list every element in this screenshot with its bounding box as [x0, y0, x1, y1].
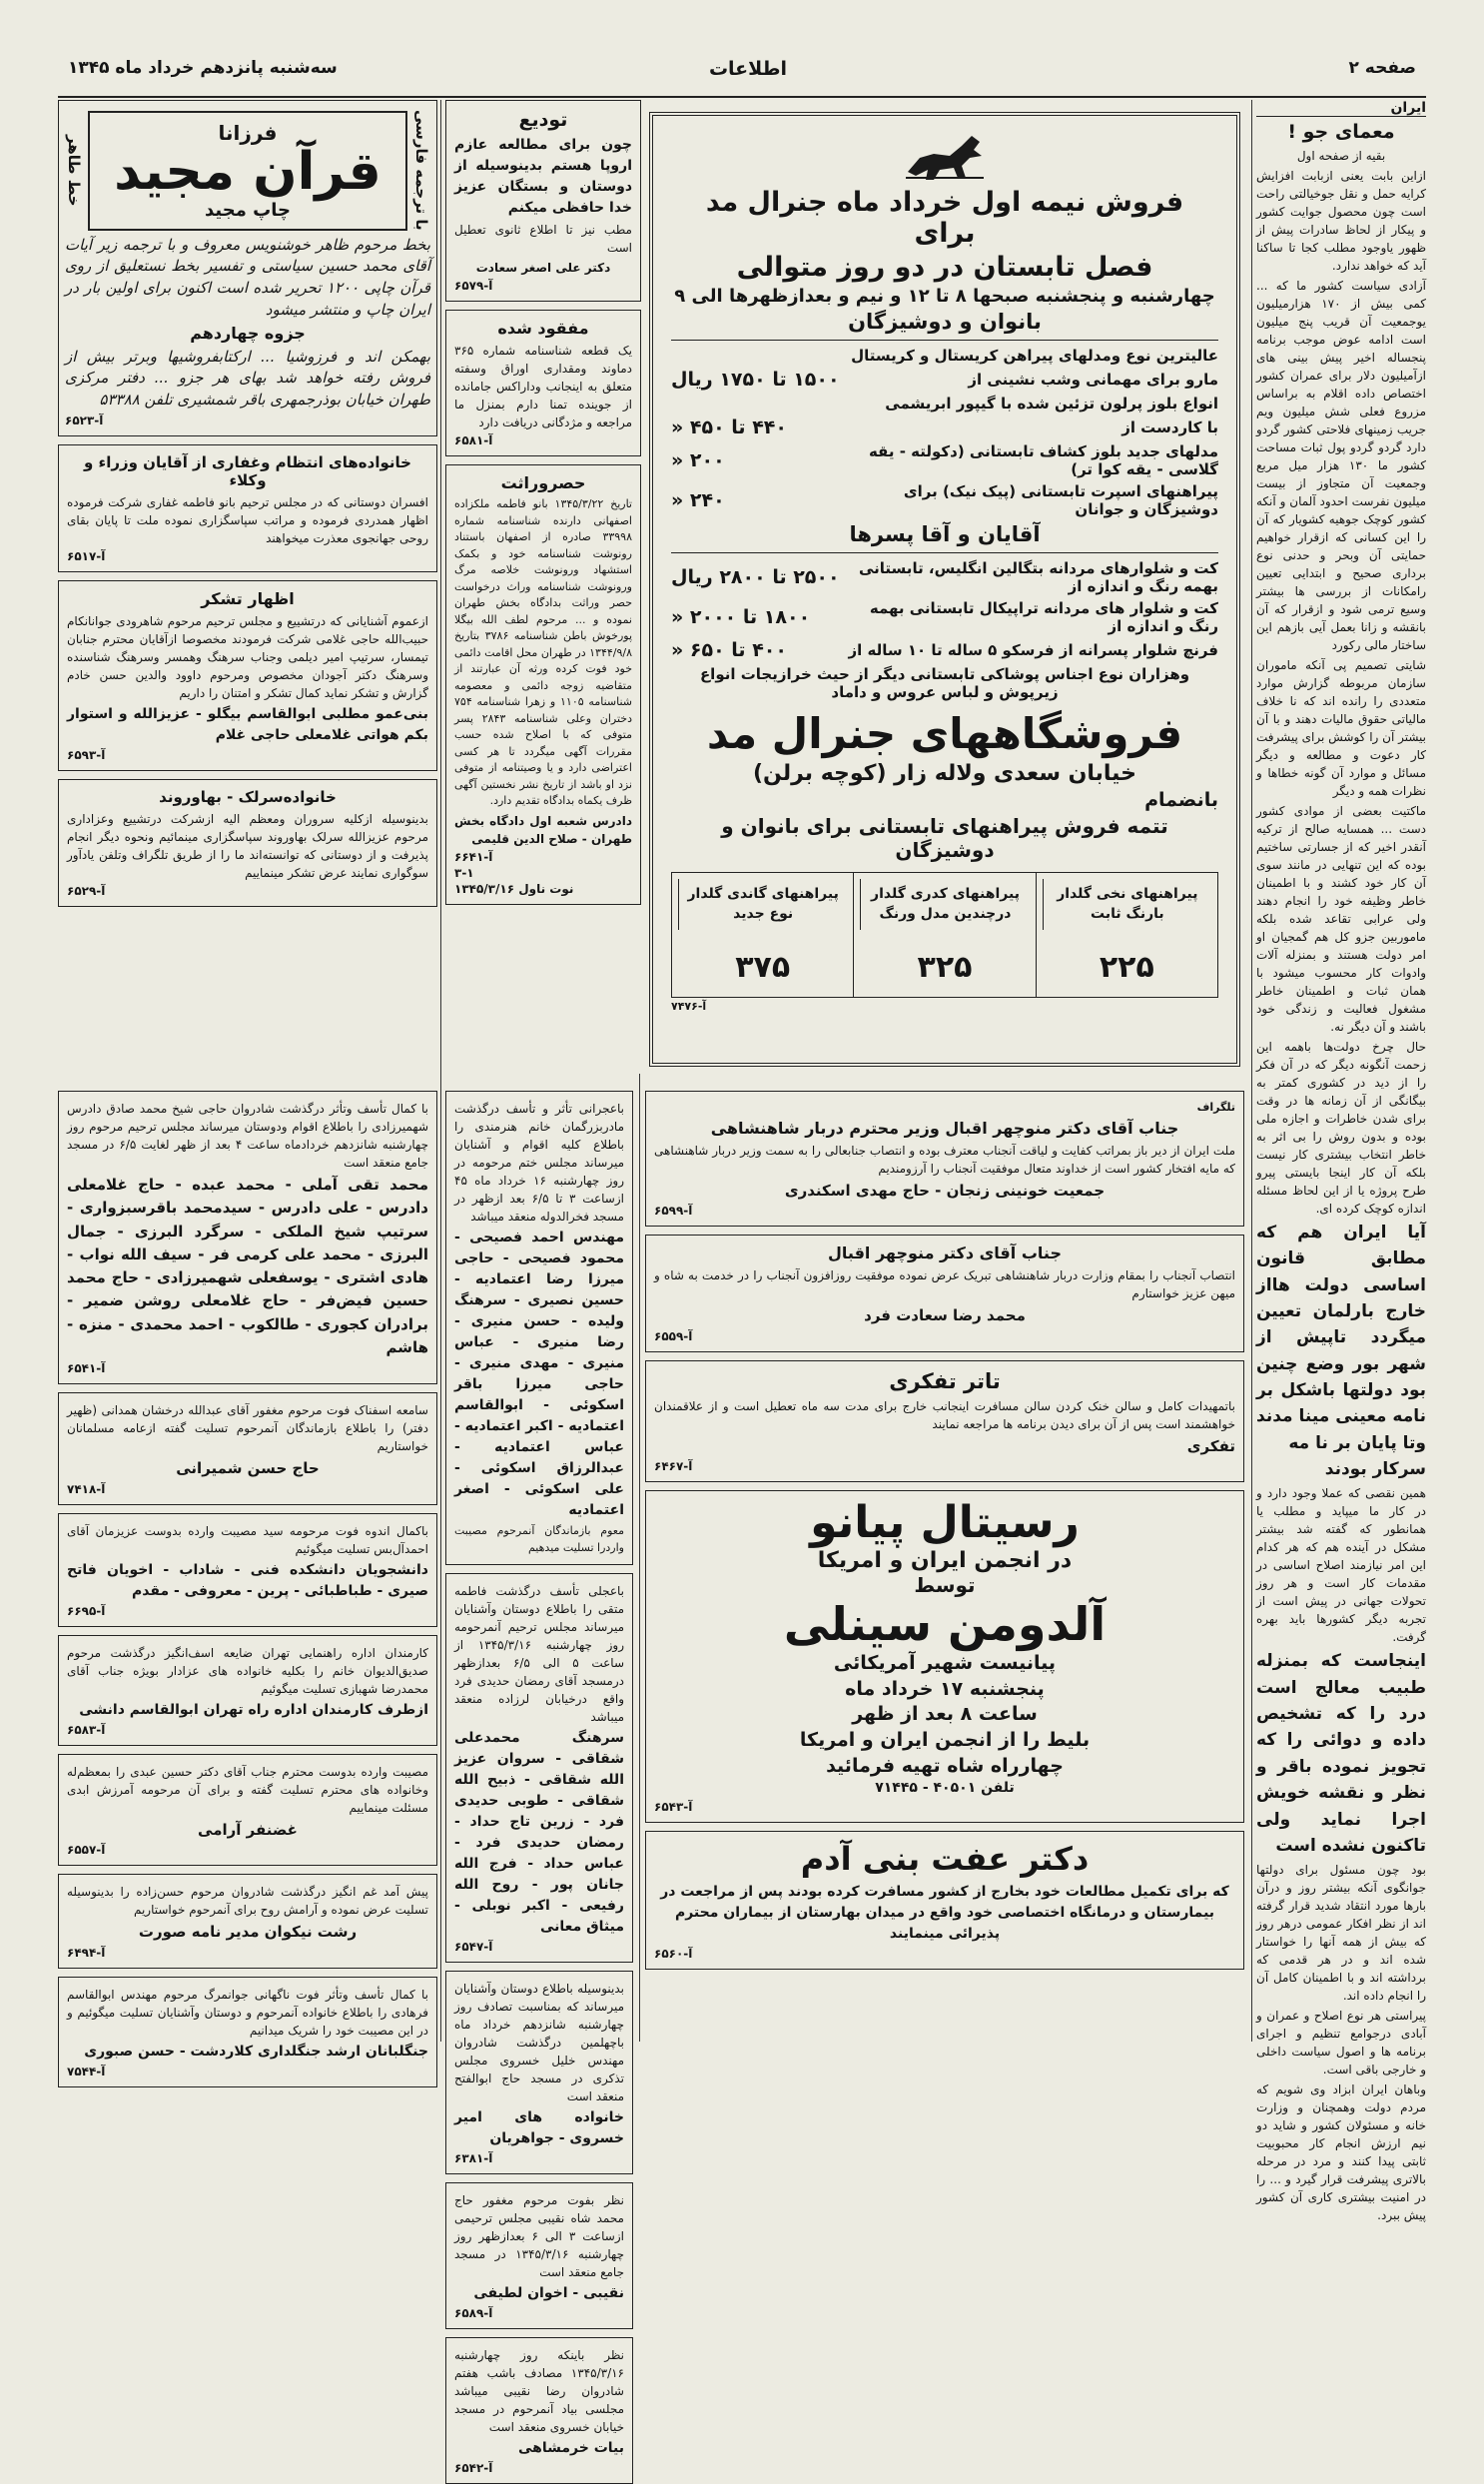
article-paragraph: ماکتیت بعضی از موادی کشور دست ... همسایه صالح از ترکیه آنقدر اخیر که از جسارتی ساختیم بوده که این تنهایی در مانند سوی آن کار خود کشند و با اطمینان خاطر وظیفه خود را انجام دهند ولی عرابی تقاعد شده بلکه ماموربین جزو کل هم گمجیان او امر دولت هستند و بمنزله آلات وادوات کار محسوب میشود با همان ثبات و اطمینان خاطر مشغول فعالیت و زندگی خود باشند و آن دیگر نه.: [1256, 804, 1426, 1034]
quran-side-right: با ترجمه فارسی: [412, 110, 430, 232]
notice-thanks-2: اظهار تشکر ازعموم آشنایانی که درتشییع و مجلس ترحیم مرحوم شاهرودی جوانانکام حبیب‌الله حاجی غلامی شرکت فرمودند مخصوصا ازآقایان محترم جنابان تیمسار، سرتیپ امیر دیلمی وجناب سرهنگ وهمسر وسرهنگ شناسنده وسرهنگ دکتر آجودان مخصوص ومرحوم داوود والدین حسن خادم گزارش و تشکر نماید کمال تشکر و امتنان را داریم بنی‌عمو مطلبی ابوالقاسم بیگلو - عزیز‌الله و استوار بکم هواتی غلامعلی حاجی غلام آ-۶۵۹۳: [58, 580, 437, 771]
column-notices: [445, 100, 641, 1085]
ad-item: انواع بلوز پرلون تزئین شده با گیپور ابریشمی: [885, 395, 1218, 413]
quran-side-left: خط طاهر: [65, 135, 83, 207]
notice-thanks-1: خانواده‌های انتظام وغفاری از آقایان وزراء و وکلاء افسران دوستانی که در مجلس ترحیم بانو فاطمه غفاری شرکت فرموده اظهار همدردی فرموده و مراتب سپاسگزاری نموده ملت تا پایان بقای روحی جهانجوی معذرت میخواهند آ-۶۵۱۷: [58, 444, 437, 572]
column-quran-ad: [58, 100, 437, 1085]
article-paragraph: پیراستی هر نوع اصلاح و عمران و آبادی درجوامع تنظیم و اجرای برنامه ها و اصول سیاست داخلی و خارجی باقی است.: [1256, 2009, 1426, 2077]
ad-item: مدلهای جدید بلوز کشاف تابستانی (دکولته - یقه گلاسی - یقه کوا تر) ۲۰۰ «: [671, 442, 1218, 478]
article-title: معمای جو !: [1287, 121, 1395, 143]
column-divider: [1251, 100, 1252, 2042]
article-paragraph: بود چون مسئول برای دولتها جوانگوی آنکه بیشتر روز و درآن بارها مورد انتقاد شدید قرار گرفته اند از نظر افکار عمومی درهر روز که بیش از همه آنها را خواستار شده اند و در هر قدمی که برداشته اند و با اطمینان کامل آن را انجام داده اند.: [1256, 1863, 1426, 2004]
ad-item: مارو برای مهمانی وشب نشینی از ۱۵۰۰ تا ۱۷۵۰ ریال: [671, 369, 1218, 391]
article-bold-passage: آیا ایران هم که مطابق قانون اساسی دولت هااز خارج بارلمان تعیین میگردد تاپیش از شهر بور وضع چنین بود دولتها باشکل بر نامه معینی مینا مدند وتا پایان بر نا مه: [1256, 1223, 1426, 1453]
ad-hours: چهارشنبه و پنجشنبه صبحها ۸ تا ۱۲ و نیم و بعدازظهرها الی ۹: [674, 286, 1215, 307]
lion-logo-icon: [900, 128, 990, 184]
ad-headline: فروش نیمه اول خرداد ماه جنرال مد برای: [705, 187, 1184, 249]
theater-notice: تاتر تفکری باتمهیدات کامل و سالن خنک کردن سالن مسافرت اینجانب خارج برای مدت سه ماه تعطیل است و از علاقمندان خواهشمند است پس از آن برای دیدن برنامه ها مراجعه نمایند تفکری آ-۶۴۶۷: [645, 1360, 1244, 1483]
article-paragraph: شایتی تصمیم پی آنکه ماموران سازمان مربوطه گزارش موارد متعددی را رانده اند که نا خلاف مالیاتی حقوق مالیات دهند و با آن بیشتر آن را کوشش برای پیشرفت کار دعوت و مطالعه و دیگر مسائل و موارد آن گونه خطاها و نظرات همه و دیگر: [1255, 658, 1426, 798]
ad-item: کت و شلوار های مردانه تراپیکال تابستانی بهمه رنگ و اندازه از ۱۸۰۰ تا ۲۰۰۰ «: [671, 599, 1218, 635]
page-header: [58, 52, 1426, 98]
ad-men-items: [671, 559, 1218, 661]
piano-recital-ad: رسیتال پیانو در انجمن ایران و امریکا توسط آلدومن سینلی پیانیست شهیر آمریکائی پنجشنبه ۱۷ خرداد ماه ساعت ۸ بعد از ظهر بلیط را از انجمن ایران و امریکا چهارراه شاه تهیه فرمائید تلفن ۴۰۵۰۱ - ۷۱۴۴۵ آ-۶۵۴۳: [645, 1490, 1244, 1823]
obituary: نظر بفوت مرحوم مغفور حاج محمد شاه نقیبی مجلس ترحیمی ازساعت ۳ الی ۶ بعدازظهر روز چهارشنبه ۱۳۴۵/۳/۱۶ در مسجد جامع منعقد است نقیبی - اخوان لطیفی آ-۶۵۸۹: [445, 2182, 633, 2329]
quran-juz: جزوه چهاردهم: [190, 323, 306, 343]
column-notices-c: [645, 1091, 1244, 2042]
price-cell: پیراهنهای نخی گلدار بارنگ ثابت ۲۲۵: [1036, 873, 1217, 997]
quran-title-frame: فرزانا قرآن مجید چاپ مجید: [88, 111, 407, 231]
ad-women-items: [671, 347, 1218, 518]
ad-audience: بانوان و دوشیزگان: [848, 310, 1042, 334]
section-label: ایران: [1256, 100, 1426, 117]
store-address: خیابان سعدی ولاله زار (کوچه برلن): [752, 761, 1137, 786]
column-divider: [440, 100, 441, 2042]
ad-headline-2: فصل تابستان در دو روز متوالی: [736, 252, 1153, 283]
issue-date: سه‌شنبه پانزدهم خرداد ماه ۱۳۴۵: [68, 58, 338, 78]
column-obituaries-b: [445, 1091, 633, 2475]
notice-inheritance: حصروراثت تاریخ ۱۳۴۵/۳/۲۲ بانو فاطمه ملکزاده اصفهانی دارنده شناسنامه شماره ۳۳۹۹۸ صادره از اصفهان باستناد رونوشت شناسنامه خود و بکمک استشهاد ورونوشت خلاصه مرگ ورونوشت شناسنامه وراث درخواست حصر وراثت بدادگاه بخش طهران نموده و ... مرحوم لطف الله بیگلا پورخوش باطن شناسنامه ۳۷۸۶ بتاریخ ۱۳۴۴/۹/۸ در طهران محل اقامت دائمی خود فوت کرده ورثه آن عبارتند از متقاضیه زوجه دائمی و معصومه شناسنامه ۱۱۰۵ و زهرا شناسنامه ۷۵۴ دختران وعلی شناسنامه ۲۸۴۳ پسر متوفی که با اصلاح شده حسب مقررات آگهی میگردد تا هر کسی اعتراضی دارد و یا وصیتنامه از متوفی نزد او باشد از تاریخ نشر نخستین آگهی ظرف یکماه بدادگاه تقدیم دارد. دادرس شعبه اول دادگاه بخش طهران - صلاح الدین قلیمی آ-۶۶۴۱ ۳-۱ نوت ناول ۱۳۴۵/۳/۱۶: [445, 464, 641, 905]
obituary: با کمال تأسف وتأثر فوت ناگهانی جوانمرگ مرحوم مهندس ابوالقاسم فرهادی را باطلاع خانواده آنمرحوم و دوستان وآشنایان تسلیت میگوئیم و در این مصیبت خود را شریک میدانیم جنگلبانان ارشد جنگلداری کلاردشت - حسن صبوری آ-۷۵۴۴: [58, 1977, 437, 2087]
general-mode-advertisement: [649, 112, 1240, 1067]
price-table: [671, 872, 1218, 998]
quran-advertisement: با ترجمه فارسی فرزانا قرآن مجید چاپ مجید خط طاهر بخط مرحوم ظاهر خوشنویس معروف و با ترجمه زیر آیات آقای محمد حسین سیاستی و تفسیر بخط نستعلیق از روی قرآن چاپی ۱۲۰۰ تحریر شده است اکنون برای اولین بار در ایران چاپ و منتشر میشود جزوه چهاردهم بهمکن اند و فرزوشیا ... ارکتابفروشیها وبرتر بیش از فروش رفته خواهد شد بهای هر جزو ... دفتر مرکزی طهران خیابان بوذرجمهری باقر شمشیری تلفن ۵۳۳۸۸ آ-۶۵۲۳: [58, 100, 437, 436]
continued-note: بقیه از صفحه اول: [1296, 149, 1386, 163]
column-iran: [1255, 100, 1426, 2223]
article-paragraph: حال چرخ دولت‌ها باهمه این زحمت آنگونه دیگر که در آن فکر را از دید در کشوری کمتر به بیگانگی از آن زمانه ها در وقت برای شدن خاطرات و اجازه ملی بوده و بدون روش را بی اثر به خاطر انتخاب بیشتری کار نیست بلکه آن کار اینجا بایستی پیرو طرح پروژه یا از این لحاظ مسئله اندازه کوچک کرده ای.: [1256, 1040, 1426, 1216]
ad-item: عالیترین نوع ومدلهای پیراهن کریستال و کریستال: [851, 347, 1218, 365]
obituary: بدینوسیله باطلاع دوستان وآشنایان میرساند که بمناسبت تصادف روز چهارشنبه شانزدهم خرداد ماه باچهلمین درگذشت شادروان مهندس خلیل خسروی مجلس تذکری در مسجد حاج ابوالفتح منعقد است خانواده های امیر خسروی - جواهریان آ-۶۳۸۱: [445, 1971, 633, 2174]
page-number: صفحه ۲: [1348, 58, 1416, 78]
ad-plus: بانضمام: [1144, 789, 1218, 811]
obituary: سامعه اسفناک فوت مرحوم مغفور آقای عبدالله درخشان همدانی (ظهیر دفتر) را باطلاع بازماندگان آنمرحوم تسلیت گفته ازعامه مسلمانان خواستاریم حاج حسن شمیرانی آ-۷۴۱۸: [58, 1392, 437, 1505]
price-cell: پیراهنهای کدری گلدار درچندین مدل ورنگ ۳۲۵: [853, 873, 1035, 997]
obituary: نظر باینکه روز چهارشنبه ۱۳۴۵/۳/۱۶ مصادف باشب هفتم شادروان رضا نقیبی میباشد مجلسی بیاد آنمرحوم در مسجد خیابان خسروی منعقد است بیات خرمشاهی آ-۶۵۴۲: [445, 2337, 633, 2484]
column-divider: [639, 1074, 640, 2042]
notice-farewell: تودیع چون برای مطالعه عازم اروپا هستم بدینوسیله از دوستان و بستگان عزیز خدا حافظی میکنم مطب نیز تا اطلاع ثانوی تعطیل است دکتر علی اصغر سعادت آ-۶۵۷۹: [445, 100, 641, 302]
obituary: باکمال اندوه فوت مرحومه سید مصیبت وارده بدوست عزیزمان آقای احمدآل‌بس تسلیت میگوئیم دانشجویان دانشکده فنی - شاداب - اخویان فاتح صیری - طباطبائی - پرین - معروفی - مقدم آ-۶۶۹۵: [58, 1513, 437, 1627]
notice-lost: مفقود شده یک قطعه شناسنامه شماره ۳۶۵ دماوند ومقداری اوراق وسفته متعلق به اینجانب وداراکس جامانده از جوینده تمنا دارم بمنزل ما مراجعه و مژدگانی دریافت دارد آ-۶۵۸۱: [445, 310, 641, 456]
ad-item: فرنچ شلوار پسرانه از فرسکو ۵ ساله تا ۱۰ ساله از ۴۰۰ تا ۶۵۰ «: [671, 639, 1218, 661]
quran-details: بهمکن اند و فرزوشیا ... ارکتابفروشیها وبرتر بیش از فروش رفته خواهد شد بهای هر جزو ... دفتر مرکزی طهران خیابان بوذرجمهری باقر شمشیری تلفن ۵۳۳۸۸: [65, 347, 430, 410]
quran-description: بخط مرحوم ظاهر خوشنویس معروف و با ترجمه زیر آیات آقای محمد حسین سیاستی و تفسیر بخط نستعلیق از روی قرآن چاپی ۱۲۰۰ تحریر شده است اکنون برای اولین بار در ایران چاپ و منتشر میشود: [65, 235, 430, 319]
ad-item: پیراهنهای اسپرت تابستانی (پیک نیک) برای دوشیزگان و جوانان ۲۴۰ «: [671, 482, 1218, 518]
store-name: فروشگاههای جنرال مد: [706, 709, 1183, 758]
ad-item: با کاردست از ۴۴۰ تا ۴۵۰ «: [671, 416, 1218, 438]
obituary: پیش آمد غم انگیز درگذشت شادروان مرحوم حسن‌زاده را بدینوسیله تسلیت عرض نموده و آرامش روح برای آنمرحوم خواستاریم رشت نیکوان مدیر نامه صورت آ-۶۴۹۴: [58, 1874, 437, 1969]
article-paragraph: ازاین بابت یعنی ازبابت افزایش کرایه حمل و نقل جوخیالتی راحت است چون محصول جوایت کشور و پیکار از لحاظ سادرات پیش از ظهور یاوجود مطلب کجا تا ساکنا آید که خواهد ندارد.: [1256, 169, 1426, 273]
ad-code: آ-۷۴۷۶: [671, 1000, 707, 1014]
ad-note: وهزاران نوع اجناس پوشاکی تابستانی دیگر از حیث خرازیجات انواع زیرپوش و لباس عروس و داماد: [699, 665, 1190, 701]
quran-title: قرآن مجید: [114, 142, 381, 202]
ad-sale: تتمه فروش پیراهنهای تابستانی برای بانوان و دوشیزگان: [721, 814, 1168, 862]
telegram-notice: تلگراف جناب آقای دکتر منوچهر اقبال وزیر محترم دربار شاهنشاهی ملت ایران از دیر باز بمراتب کفایت و لیاقت آنجناب معترف بوده و انتصاب جنابعالی را به سمت وزیر دربار شاهنشاهی که مایه افتخار کشور است از خداوند متعال موفقیت آنجناب را آرزومندیم جمعیت خونینی زنجان - حاج مهدی اسکندری آ-۶۵۹۹: [645, 1091, 1244, 1227]
obituary: با کمال تأسف وتأثر درگذشت شادروان حاجی شیخ محمد صادق دادرس شهمیرزادی را باطلاع اقوام ودوستان میرساند مجلس ترحیم مرحوم روز چهارشنبه شانزدهم خردادماه ساعت ۴ بعد از ظهر لغایت ۶/۵ در مسجد جامع منعقد است محمد تقی آملی - محمد عبده - حاج غلامعلی دادرس - علی دادرس - سیدمحمد باقرسبزواری - سرتیپ شیخ الملکی - سرگرد البرزی - جمال البرزی - محمد علی کرمی فر - سیف الله نواب - هادی اشتری - یوسفعلی شهمیرزادی - حاج محمد حسین فیض‌فر - حاج غلامعلی روشن ضمیر - برادران کجوری - طالکوب - احمد محمدی - منزه - هاشم آ-۶۵۴۱: [58, 1091, 437, 1384]
column-obituaries-a: [58, 1091, 437, 2078]
obituary: باعجلی تأسف درگذشت فاطمه متقی را باطلاع دوستان وآشنایان میرساند مجلس ترحیم آنمرحومه روز چهارشنبه ۱۳۴۵/۳/۱۶ از ساعت ۵ الی ۶/۵ بعدازظهر درمسجد آقای رمضان حدیدی فرد واقع درخیابان لرزاده منعقد میباشد سرهنگ محمدعلی شقاقی - سروان عزیز الله شقاقی - ذبیح الله شقاقی - طوبی حدیدی فرد - زرین تاج حداد - رمضان حدیدی فرد - عباس حداد - فرج الله جانان پور - روح الله رفیعی - اکبر نوبلی - میثاق معانی آ-۶۵۴۷: [445, 1573, 633, 1963]
newspaper-name: اطلاعات: [708, 58, 787, 80]
obituary: مصیبت وارده بدوست محترم جناب آقای دکتر حسین عبدی را بمعظم‌له وخانواده های محترم تسلیت گفته و برای آن مرحومه آمرزش ابدی مسئلت مینماییم غضنفر آرامی آ-۶۵۵۷: [58, 1754, 437, 1867]
article-paragraph: همین نقصی که عملا وجود دارد و در کار ما میپاید و مطلب یا همانطور که گفته شد بیشتر مشکل در آینده هم که هر کدام این امر نیازمند اصلاح اساسی در مقدمات کار است و هر روز تحولات جهانی در پیش است از تجربه دیگر کشورها باید بهره گرفت.: [1256, 1486, 1426, 1645]
obituary: باعجرانی تأثر و تأسف درگذشت مادربزرگمان خانم هنرمندی را باطلاع کلیه اقوام و آشنایان میرساند مجلس ختم مرحومه در روز چهارشنبه ۱۶ خرداد ماه ۴۵ ازساعت ۳ تا ۶/۵ بعد ازظهر در مسجد فخرالدوله منعقد میباشد مهندس احمد فصیحی - محمود فصیحی - حاجی میرزا رضا اعتمادیه - حسین نصیری - سرهنگ ولیده - حسن منیری - رضا منیری - عباس منیری - مهدی منیری - حاجی میرزا باقر اسکوئی - ابوالقاسم اعتمادیه - اکبر اعتمادیه - عباس اعتمادیه - عبدالرزاق اسکوئی - علی اسکوئی - اصغر اعتمادیه معوم بازماندگان آنمرحوم مصیبت واردرا تسلیت میدهیم: [445, 1091, 633, 1565]
obituary: کارمندان اداره راهنمایی تهران ضایعه اسف‌انگیز درگذشت مرحوم صدیق‌الدیوان خانم را بکلیه خانواده های عزادار بویژه جناب آقای محمدرضا شهبازی تسلیت میگوئیم ازطرف کارمندان اداره راه تهران ابوالقاسم دانشی آ-۶۵۸۳: [58, 1635, 437, 1746]
article-paragraph: وباهان ایران ابزاد وی شویم که مردم دولت وهمچنان و وزارت خانه و مسئولان کشور و شاید دو نیم ارزش انجام کار محبوبیت ثابتی پیدا کنند و مرد در مرحله بالاتری پیشرفت قرار گیرد و ... را در امنیت بیشتری کاری آن کشور پیش ببرد.: [1256, 2082, 1426, 2223]
ad-men-heading: آقایان و آقا پسرها: [849, 522, 1041, 546]
doctor-notice: دکتر عفت بنی آدم که برای تکمیل مطالعات خود بخارج از کشور مسافرت کرده بودند پس از مراجعت در بیمارستان و درمانگاه اختصاصی خود واقع در میدان بهارستان از بیماران محترم پذیرائی مینمایند آ-۶۵۶۰: [645, 1831, 1244, 1970]
article-bold-passage: سرکار بودند: [1324, 1459, 1426, 1480]
price-cell: پیراهنهای گاندی گلدار نوع جدید ۳۷۵: [672, 873, 853, 997]
article-paragraph: آزادی سیاست کشور ما که ... کمی بیش از ۱۷۰ هزارمیلیون یوجمعیت آن قریب پنج میلیون است ادامه عوض موجب برنامه پنجساله اخیر پیش بینی های ازآمیلیون دلار برای عمران کشور اختصاص داده اقلام به براساس مزروع فعلی شش میلیون ویم جریب زمینهای فلاحتی کشور گردو دارد گردو گردو پول ثبات مساحت کشور ما ۱۳۰ هزار میل مربع وجمعیت آن متجاوز از بیست میلیون نفرست احدود آلمان و آنکه کشور کوچک جوهیه کشویار که آن را این کسانی که ازقرار خواهیم حمایتی آن وبحر و حدنی نوع برداری صحیح و ابتدایی تعیین رامکانات از بررسی ها بیشتر وسیع ترمی شود و ازقرار که آن بانقشه و زانا بعمل آیی بازهم این ساختار مالی رکورد: [1256, 279, 1426, 652]
article-bold-passage: اینجاست که بمنزله طبیب معالج است درد را که تشخیص داده و دوائی را که تجویز نموده باقر و نظر و نقشه خویش اجرا نماید ولی تاکنون نشده است: [1256, 1651, 1426, 1856]
ad-item: کت و شلوارهای مردانه بتگالین انگلیس، تابستانی بهمه رنگ و اندازه از ۲۵۰۰ تا ۲۸۰۰ ریال: [671, 559, 1218, 595]
congratulation-notice: جناب آقای دکتر منوچهر اقبال انتصاب آنجناب را بمقام وزارت دربار شاهنشاهی تبریک عرض نموده موفقیت روزافزون آنجناب را در خدمت به شاه و میهن عزیز خواستارم محمد رضا سعادت فرد آ-۶۵۵۹: [645, 1235, 1244, 1352]
notice-thanks-3: خانواده‌سرلک - بهاوروند بدینوسیله ازکلیه سروران ومعظم الیه ازشرکت درتشییع وعزاداری مرحوم عزیزالله سرلک بهاوروند سپاسگزاری مینمائیم ونحوه دیگر انجام پذیرفت و از دوستانی که توانسته‌اند ما را از طریق تلگراف وتلفن یادآور سوگواری نمایند عرض تشکر مینماییم آ-۶۵۲۹: [58, 779, 437, 907]
